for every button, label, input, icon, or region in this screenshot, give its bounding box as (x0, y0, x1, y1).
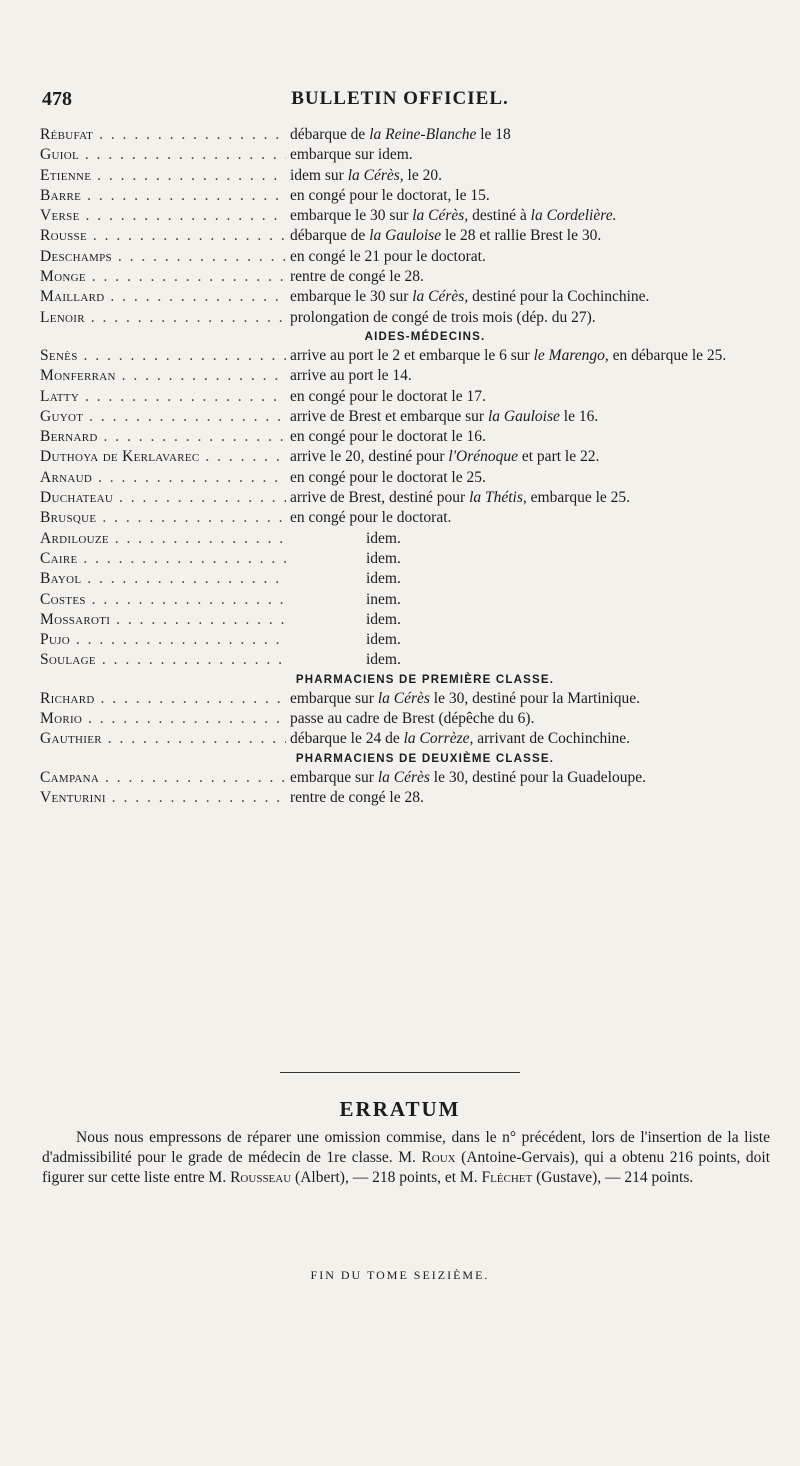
list-item (40, 689, 770, 708)
text-part: débarque de (290, 126, 370, 143)
movement-text (286, 468, 770, 487)
movement-text (286, 247, 770, 266)
text-part: arrive au port le 14. (290, 367, 412, 385)
text-part: arrivant de Cochinchine. (473, 730, 631, 748)
movement-text: idem. (366, 610, 401, 628)
movement-text: idem. (366, 529, 401, 547)
text-part: destiné à (468, 207, 531, 225)
erratum-person-name: Roux (421, 1149, 456, 1166)
person-name: Guyot . . . (40, 407, 286, 426)
person-name: Verse . . . (40, 206, 286, 225)
person-name: Duthoya de Kerlavarec . . . (40, 447, 286, 466)
movement-text (286, 427, 770, 446)
person-name: Bernard . . . (40, 427, 286, 446)
list-item (40, 407, 770, 426)
movement-text (286, 768, 770, 787)
person-name: Ardilouze . . . (40, 529, 286, 548)
text-part: embarque le 30 sur (290, 288, 413, 306)
text-part: en congé le 21 pour le doctorat. (290, 247, 486, 265)
text-part: le 30, destiné pour la Guadeloupe. (429, 768, 646, 786)
end-of-volume-note: FIN DU TOME SEIZIÈME. (310, 1268, 490, 1282)
person-name: Campana . . . (40, 768, 286, 787)
person-name: Rousse . . . (40, 226, 286, 245)
movement-text (286, 709, 770, 728)
ship-name: la Cérès, (412, 207, 469, 225)
separator-rule (280, 1072, 520, 1073)
ship-name: la Cérès (377, 768, 430, 786)
text-part: embarque le 30 sur (290, 207, 413, 225)
erratum-text-part: (Albert), — 218 points, et M. (291, 1169, 482, 1186)
movement-text (286, 488, 770, 507)
text-part: en débarque le 25. (608, 346, 727, 364)
section-heading: PHARMACIENS DE PREMIÈRE CLASSE. (295, 673, 555, 686)
list-item (40, 186, 770, 205)
person-name: Venturini . . . (40, 788, 286, 807)
erratum-text-part: (Antoine-Gervais), qui a obtenu 216 points, doit figurer sur cette liste entre M. (42, 1149, 770, 1186)
person-name: Rébufat . . . (40, 125, 286, 144)
list-item (40, 447, 770, 466)
text-part: le 16. (559, 407, 599, 425)
text-part: idem. (373, 146, 413, 164)
list-item (40, 145, 770, 164)
text-part: arrive de Brest et embarque sur (290, 407, 488, 425)
person-name: Monferran . . . (40, 366, 286, 385)
list-item (40, 206, 770, 225)
movement-text (286, 125, 770, 144)
ship-name: la Gauloise (487, 407, 560, 425)
ship-name: l'Orénoque (448, 448, 518, 466)
page-header (0, 88, 800, 110)
list-item (40, 226, 770, 245)
list-item (40, 125, 770, 144)
list-item (40, 610, 770, 629)
movement-text (286, 267, 770, 286)
ship-name: la Cérès, (347, 166, 404, 184)
text-part: embarque sur (290, 146, 374, 164)
section-heading: PHARMACIENS DE DEUXIÈME CLASSE. (295, 752, 555, 765)
list-item (40, 247, 770, 266)
list-item (40, 549, 770, 568)
person-name: Morio . . . (40, 709, 286, 728)
erratum-person-name: Rousseau (230, 1169, 292, 1186)
list-item (40, 488, 770, 507)
text-part: arrive de Brest, destiné pour (290, 489, 470, 507)
text-part: embarque sur (290, 768, 378, 786)
text-part: arrive au port le 2 et embarque le 6 sur (290, 346, 534, 364)
person-name: Brusque . . . (40, 508, 286, 527)
movement-text (286, 226, 770, 245)
erratum-text-part: Nous nous empressons de réparer une omission commise, dans le n° précédent, lors de l'insertion de la liste d'admissibilité pour le grade de médecin de 1re classe. M. (42, 1129, 770, 1166)
movement-text: idem. (366, 549, 401, 567)
list-item (40, 387, 770, 406)
text-part: et part le 22. (518, 448, 600, 466)
text-part: le 18 (476, 126, 511, 143)
person-name: Lenoir . . . (40, 308, 286, 327)
movement-text (286, 287, 770, 306)
personnel-movements-list (40, 125, 770, 808)
person-name: Pujo . . . (40, 630, 286, 649)
person-name: Caire . . . (40, 549, 286, 568)
person-name: Arnaud . . . (40, 468, 286, 487)
page-number: 478 (42, 88, 72, 110)
movement-text: idem. (366, 631, 401, 649)
list-item (40, 768, 770, 787)
text-part: arrive le 20, destiné pour (290, 448, 449, 466)
list-item (40, 166, 770, 185)
person-name: Monge . . . (40, 267, 286, 286)
person-name: Barre . . . (40, 186, 286, 205)
movement-text: idem. (366, 570, 401, 588)
person-name: Gauthier . . . (40, 729, 286, 748)
text-part: en congé pour le doctorat le 25. (290, 468, 486, 486)
text-part: le 28 et rallie Brest le 30. (441, 227, 602, 245)
movement-text (286, 788, 770, 807)
ship-name: le Marengo, (533, 346, 609, 364)
list-item (40, 468, 770, 487)
movement-text (286, 447, 770, 466)
movement-text (286, 689, 770, 708)
text-part: rentre de congé le 28. (290, 268, 424, 286)
text-part: destiné pour la Cochinchine. (468, 288, 650, 306)
list-item (40, 508, 770, 527)
text-part: idem sur (290, 166, 348, 184)
list-item (40, 287, 770, 306)
text-part: rentre de congé le 28. (290, 788, 424, 806)
ship-name: la Cordelière. (530, 207, 617, 225)
text-part: embarque le 25. (526, 489, 631, 507)
ship-name: la Thétis, (469, 489, 527, 507)
text-part: le 20. (403, 166, 442, 184)
person-name: Mossaroti . . . (40, 610, 286, 629)
person-name: Guiol . . . (40, 145, 286, 164)
movement-text (286, 206, 770, 225)
ship-name: la Cérès (377, 689, 430, 707)
journal-title: BULLETIN OFFICIEL. (291, 88, 509, 109)
movement-text (286, 346, 770, 365)
list-item (40, 590, 770, 609)
list-item (40, 529, 770, 548)
person-name: Costes . . . (40, 590, 286, 609)
movement-text (286, 508, 770, 527)
movement-text (286, 366, 770, 385)
person-name: Bayol . . . (40, 569, 286, 588)
ship-name: la Corrèze, (403, 730, 474, 748)
list-item (40, 630, 770, 649)
text-part: en congé pour le doctorat. (290, 509, 452, 527)
text-part: en congé pour le doctorat le 16. (290, 428, 486, 446)
list-item (40, 569, 770, 588)
list-item (40, 729, 770, 748)
erratum-text-part: (Gustave), — 214 points. (532, 1169, 694, 1186)
list-item (40, 267, 770, 286)
movement-text (286, 407, 770, 426)
text-part: le 30, destiné pour la Martinique. (429, 689, 640, 707)
person-name: Maillard . . . (40, 287, 286, 306)
movement-text: inem. (366, 590, 401, 608)
erratum-text (42, 1128, 770, 1188)
person-name: Duchateau . . . (40, 488, 286, 507)
list-item (40, 427, 770, 446)
movement-text: idem. (366, 651, 401, 669)
text-part: en congé pour le doctorat le 17. (290, 387, 486, 405)
movement-text (286, 145, 770, 164)
list-item (40, 788, 770, 807)
erratum-title: ERRATUM (339, 1097, 461, 1121)
person-name: Soulage . . . (40, 650, 286, 669)
text-part: prolongation de congé de trois mois (dép. du 27). (290, 308, 596, 326)
text-part: en congé pour le doctorat, le 15. (290, 186, 490, 204)
movement-text (286, 308, 770, 327)
text-part: débarque le 24 de (290, 730, 404, 748)
movement-text (286, 387, 770, 406)
ship-name: la Gauloise (369, 227, 442, 245)
list-item (40, 308, 770, 327)
ship-name: la Reine-Blanche (369, 126, 477, 143)
list-item (40, 709, 770, 728)
list-item (40, 366, 770, 385)
erratum-person-name: Fléchet (481, 1169, 533, 1186)
text-part: embarque sur (290, 689, 378, 707)
movement-text (286, 186, 770, 205)
section-heading: AIDES-MÉDECINS. (364, 330, 486, 343)
movement-text (286, 166, 770, 185)
person-name: Senès . . . (40, 346, 286, 365)
list-item (40, 346, 770, 365)
text-part: débarque de (290, 227, 370, 245)
text-part: passe au cadre de Brest (dépêche du 6). (290, 710, 535, 728)
movement-text (286, 729, 770, 748)
list-item (40, 650, 770, 669)
person-name: Richard . . . (40, 689, 286, 708)
person-name: Deschamps . . . (40, 247, 286, 266)
person-name: Latty . . . (40, 387, 286, 406)
person-name: Etienne . . . (40, 166, 286, 185)
ship-name: la Cérès, (412, 288, 469, 306)
